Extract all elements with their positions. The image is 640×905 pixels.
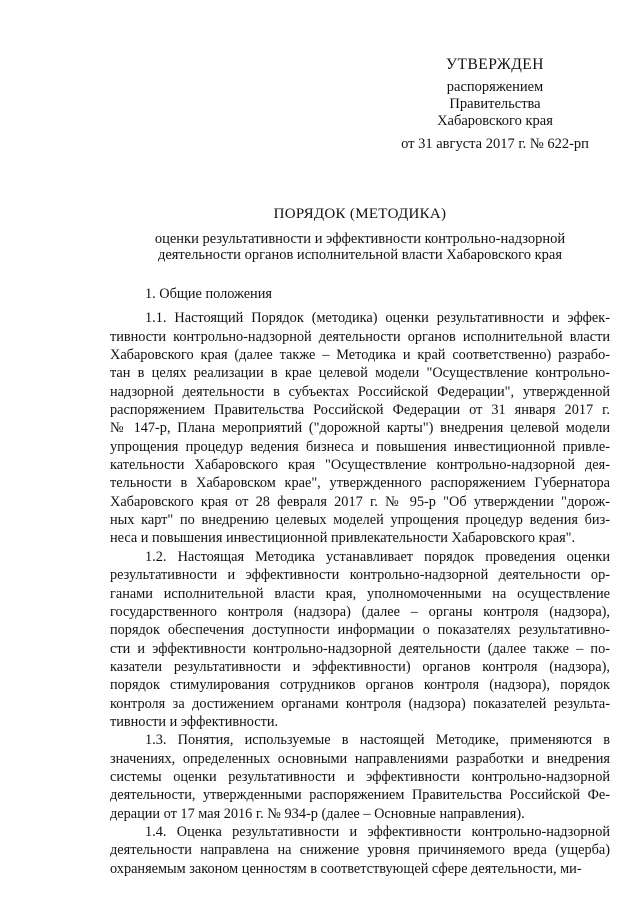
paragraph-line: тан в целях реализации в крае целевой модели "Осуществление контрольно- [110,365,610,382]
paragraph-line: 1.3. Понятия, используемые в настоящей Методике, применяются в [145,732,610,749]
paragraph-line: порядок обеспечения доступности информации о показателях результативно- [110,622,610,639]
approval-date: от 31 августа 2017 г. № 622-рп [401,136,589,152]
subtitle-line: деятельности органов исполнительной власти Хабаровского края [157,247,563,263]
paragraph-line: значениях, определенных основными направлениями разработки и внедрения [110,750,610,767]
paragraph [110,548,610,731]
paragraph-line: упрощения процедур ведения бизнеса и повышения инвестиционной привле- [110,438,610,455]
document-body [110,285,610,878]
paragraph-line: № 147-р, Плана мероприятий ("дорожной карты") внедрения целевой модели [110,420,610,437]
paragraph-line: 1.1. Настоящий Порядок (методика) оценки результативности и эффек- [145,310,610,327]
section-heading: 1. Общие положения [145,286,272,302]
paragraph-line: распоряжением Правительства Российской Федерации от 31 января 2017 г. [110,402,610,419]
approval-line: Хабаровского края [437,113,553,129]
paragraph-line: ных карт" по внедрению целевых моделей упрощения процедур ведения биз- [110,512,610,529]
paragraph-line: тивности контрольно-надзорной деятельности органов исполнительной власти [110,328,610,345]
paragraph [110,309,610,547]
paragraph-line: ганами исполнительной власти края, уполномоченными на осуществление [110,585,610,602]
document-subtitle [100,231,620,263]
paragraph-line: кательности Хабаровского края "Осуществление контрольно-надзорной дея- [110,457,610,474]
subtitle-line: оценки результативности и эффективности контрольно-надзорной [154,231,566,247]
paragraph-line: 1.4. Оценка результативности и эффективности контрольно-надзорной [145,823,610,840]
paragraph-line: казатели результативности и эффективности) органов контроля (надзора), [110,658,610,675]
paragraph-line: надзорной деятельности в субъектах Российской Федерации", утвержденной [110,383,610,400]
document-title-block [100,205,620,263]
paragraph-line: тивности и эффективности. [110,713,279,730]
paragraph-line: государственного контроля (надзора) (далее – органы контроля (надзора), [110,603,610,620]
paragraph-line: тельности в Хабаровском крае", утвержденного распоряжением Губернатора [110,475,610,492]
approval-line: распоряжением [446,79,544,95]
paragraph-line: контроля за достижением органами контроля (надзора) показателей результа- [110,695,610,712]
document-title: ПОРЯДОК (МЕТОДИКА) [273,206,447,222]
paragraph-line: 1.2. Настоящая Методика устанавливает порядок проведения оценки [145,548,610,565]
paragraph-line: Хабаровского края от 28 февраля 2017 г. № 95-р "Об утверждении "дорож- [110,493,610,510]
paragraph-line: деятельности, утвержденными распоряжением Правительства Российской Фе- [110,787,610,804]
paragraph-line: дерации от 17 мая 2016 г. № 934-р (далее – Основные направления). [110,805,525,822]
paragraph-line: порядок стимулирования сотрудников органов контроля (надзора), порядок [110,677,610,694]
approval-title: УТВЕРЖДЕН [446,56,544,73]
paragraph-line: деятельности направлена на снижение уровня причиняемого вреда (ущерба) [110,842,610,859]
paragraph [110,731,610,823]
paragraph-line: системы оценки результативности и эффективности контрольно-надзорной [110,768,610,785]
approval-line: Правительства [449,96,541,112]
approval-stamp [390,56,600,153]
paragraph-line: охраняемым законом ценностям в соответствующей сфере деятельности, ми- [110,860,582,877]
paragraph-list [110,309,610,878]
paragraph-line: сти и эффективности контрольно-надзорной деятельности (далее также – по- [110,640,610,657]
paragraph [110,823,610,878]
paragraph-line: Хабаровского края (далее также – Методика и край соответственно) разрабо- [110,347,610,364]
paragraph-line: неса и повышения инвестиционной привлекательности Хабаровского края". [110,530,576,547]
paragraph-line: результативности и эффективности контрольно-надзорной деятельности ор- [110,567,610,584]
